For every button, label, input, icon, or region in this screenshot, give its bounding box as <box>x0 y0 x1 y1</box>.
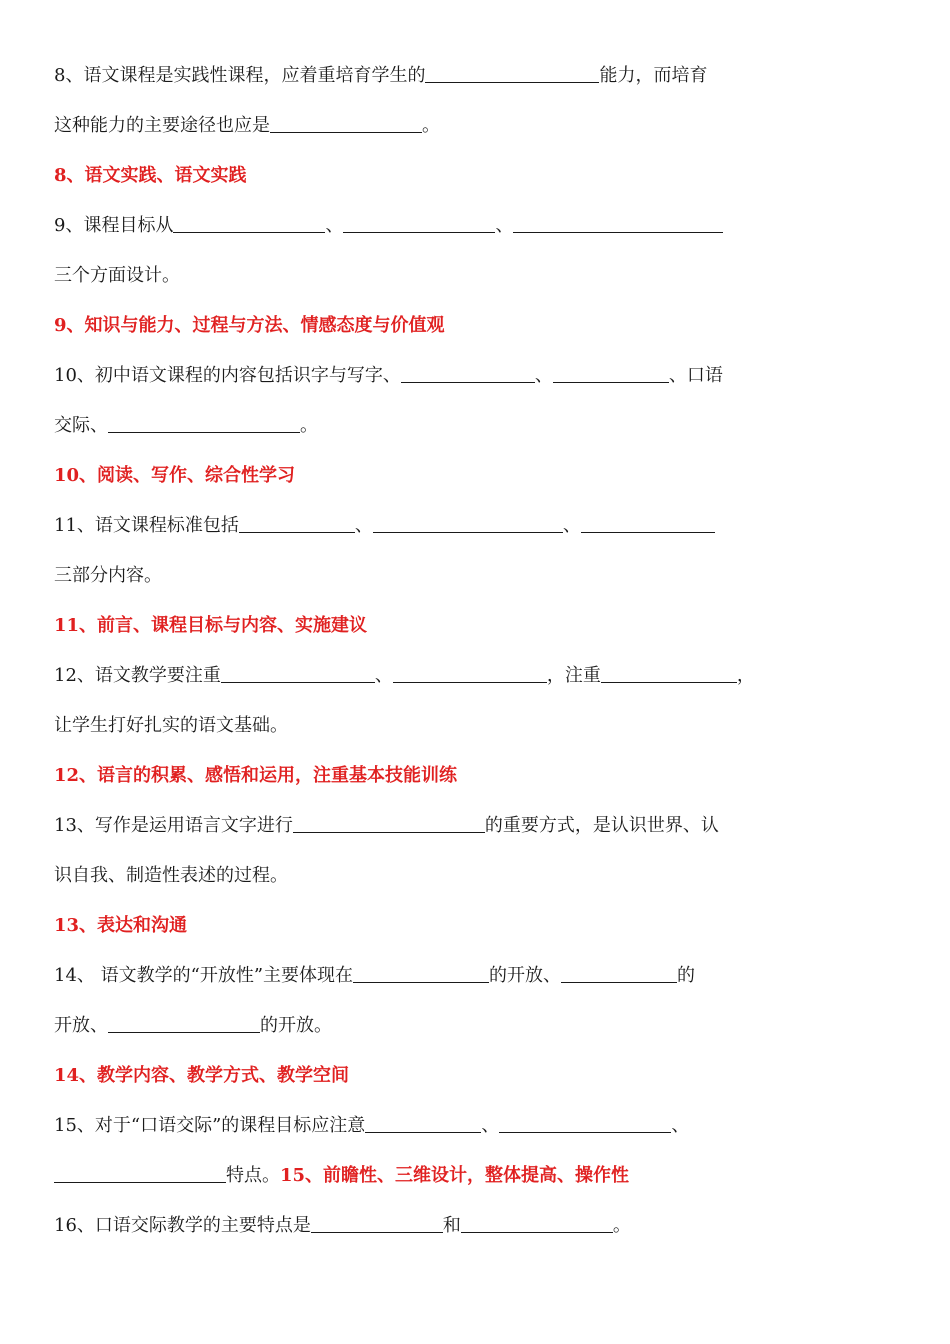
question-15-line-1: 15、对于“口语交际”的课程目标应注意 、 、 <box>54 1115 690 1136</box>
blank <box>373 514 563 533</box>
answer-11: 11、前言、课程目标与内容、实施建议 <box>54 615 368 636</box>
blank <box>601 664 737 683</box>
blank <box>353 964 489 983</box>
blank <box>425 64 599 83</box>
question-14-line-1: 14、 语文教学的“开放性”主要体现在 的开放、 的 <box>54 965 696 986</box>
blank <box>553 364 669 383</box>
blank <box>54 1164 226 1183</box>
answer-10: 10、阅读、写作、综合性学习 <box>54 465 296 486</box>
blank <box>173 214 325 233</box>
question-9-line-1: 9、课程目标从 、 、 <box>54 214 723 238</box>
blank <box>461 1214 613 1233</box>
blank <box>513 214 723 233</box>
blank <box>108 1014 260 1033</box>
question-14-line-2: 开放、 的开放。 <box>54 1015 332 1036</box>
question-13-line-1: 13、写作是运用语言文字进行 的重要方式，是认识世界、认 <box>54 815 719 836</box>
answer-8: 8、语文实践、语文实践 <box>54 165 247 186</box>
blank <box>393 664 547 683</box>
answer-14: 14、教学内容、教学方式、教学空间 <box>54 1065 350 1086</box>
question-11-line-2: 三部分内容。 <box>54 565 162 586</box>
blank <box>221 664 375 683</box>
question-10-line-1: 10、初中语文课程的内容包括识字与写字、 、 、口语 <box>54 365 723 386</box>
question-8-line-1: 8、语文课程是实践性课程，应着重培育学生的 能力，而培育 <box>54 65 708 86</box>
answer-13: 13、表达和沟通 <box>54 915 188 936</box>
answer-9: 9、知识与能力、过程与方法、情感态度与价值观 <box>54 315 445 336</box>
question-8-line-2: 这种能力的主要途径也应是 。 <box>54 115 440 136</box>
blank <box>365 1114 481 1133</box>
blank <box>561 964 677 983</box>
question-13-line-2: 识自我、制造性表述的过程。 <box>54 865 288 886</box>
question-11-line-1: 11、语文课程标准包括 、 、 <box>54 514 715 538</box>
blank <box>343 214 495 233</box>
answer-15: 15、前瞻性、三维设计，整体提高、操作性 <box>280 1165 630 1186</box>
blank <box>499 1114 671 1133</box>
question-16-line-1: 16、口语交际教学的主要特点是 和 。 <box>54 1215 631 1236</box>
blank <box>401 364 535 383</box>
question-12-line-1: 12、语文教学要注重 、 ，注重 ， <box>54 665 755 686</box>
question-10-line-2: 交际、 。 <box>54 415 318 436</box>
question-12-line-2: 让学生打好扎实的语文基础。 <box>54 715 288 736</box>
blank <box>293 814 485 833</box>
blank <box>239 514 355 533</box>
answer-12: 12、语言的积累、感悟和运用，注重基本技能训练 <box>54 765 458 786</box>
blank <box>270 114 422 133</box>
blank <box>108 414 300 433</box>
blank <box>311 1214 443 1233</box>
question-9-line-2: 三个方面设计。 <box>54 265 180 286</box>
blank <box>581 514 715 533</box>
question-15-line-2: 特点。15、前瞻性、三维设计，整体提高、操作性 <box>54 1164 629 1188</box>
